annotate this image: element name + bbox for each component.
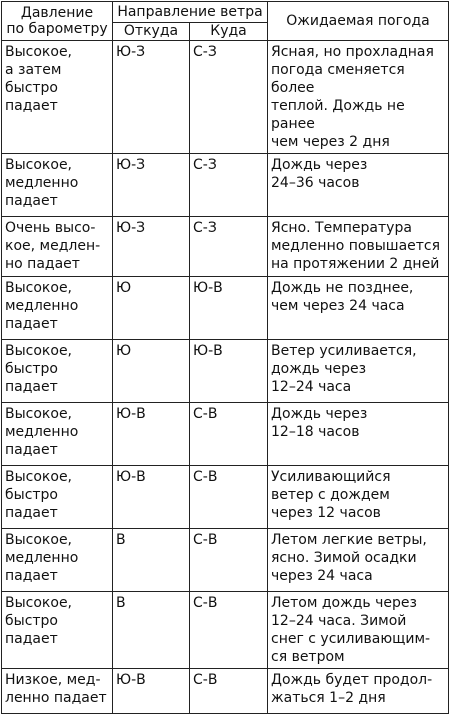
- cell-wind-from-text: Ю: [116, 280, 132, 296]
- cell-pressure-text: Высокое, медленно падает: [5, 532, 79, 584]
- table-row: [2, 466, 449, 529]
- cell-wind-from-text: Ю: [116, 343, 132, 359]
- cell-expected-weather-text: Ясно. Температура медленно повышается на протяжении 2 дней: [271, 220, 441, 272]
- cell-expected-weather-text: Дождь через 12–18 часов: [271, 406, 368, 440]
- cell-expected-weather-text: Дождь будет продол- жаться 1–2 дня: [271, 672, 433, 706]
- cell-wind-to: [190, 340, 268, 403]
- cell-pressure-text: Высокое, быстро падает: [5, 595, 73, 647]
- cell-wind-from-text: Ю-З: [116, 220, 146, 236]
- cell-pressure-text: Низкое, мед- ленно падает: [5, 672, 107, 706]
- cell-wind-from-text: Ю-В: [116, 469, 146, 485]
- cell-pressure-text: Высокое, а затем быстро падает: [5, 44, 73, 114]
- cell-wind-to: [190, 669, 268, 714]
- cell-wind-to-text: С-З: [193, 220, 217, 236]
- cell-wind-from: [113, 592, 190, 669]
- cell-wind-to-text: С-В: [193, 406, 218, 422]
- cell-wind-from-text: Ю-В: [116, 672, 146, 688]
- cell-pressure: [2, 154, 113, 217]
- cell-pressure: [2, 466, 113, 529]
- cell-wind-from: [113, 340, 190, 403]
- cell-wind-to-text: С-З: [193, 157, 217, 173]
- cell-expected-weather-text: Летом дождь через 12–24 часа. Зимой снег с усиливающим- ся ветром: [271, 595, 431, 665]
- cell-wind-to-text: С-В: [193, 532, 218, 548]
- cell-pressure: [2, 529, 113, 592]
- cell-expected-weather: [268, 217, 449, 277]
- cell-wind-from-text: Ю-З: [116, 44, 146, 60]
- cell-expected-weather-text: Летом легкие ветры, ясно. Зимой осадки через 24 часа: [271, 532, 427, 584]
- table-row: [2, 669, 449, 714]
- cell-wind-to: [190, 41, 268, 154]
- cell-wind-to-text: С-В: [193, 595, 218, 611]
- table-row: [2, 529, 449, 592]
- cell-wind-to: [190, 217, 268, 277]
- table-row: [2, 592, 449, 669]
- header-expected-weather: Ожидаемая погода: [268, 2, 449, 41]
- cell-pressure: [2, 217, 113, 277]
- cell-expected-weather-text: Ветер усиливается, дождь через 12–24 часа: [271, 343, 417, 395]
- cell-expected-weather-text: Дождь через 24–36 часов: [271, 157, 368, 191]
- cell-wind-to: [190, 529, 268, 592]
- cell-expected-weather: [268, 154, 449, 217]
- cell-pressure: [2, 41, 113, 154]
- cell-wind-from: [113, 669, 190, 714]
- cell-pressure-text: Высокое, быстро падает: [5, 469, 73, 521]
- table-header: [2, 2, 449, 41]
- cell-wind-to: [190, 403, 268, 466]
- cell-wind-to: [190, 154, 268, 217]
- cell-wind-to: [190, 277, 268, 340]
- cell-wind-from: [113, 529, 190, 592]
- cell-expected-weather: [268, 403, 449, 466]
- table-row: [2, 403, 449, 466]
- cell-expected-weather-text: Дождь не позднее, чем через 24 часа: [271, 280, 414, 314]
- cell-pressure-text: Высокое, медленно падает: [5, 406, 79, 458]
- cell-wind-from: [113, 154, 190, 217]
- cell-wind-to-text: С-В: [193, 672, 218, 688]
- header-wind-from: Откуда: [113, 23, 190, 41]
- table-row: [2, 277, 449, 340]
- cell-wind-to-text: Ю-В: [193, 280, 223, 296]
- cell-wind-to: [190, 592, 268, 669]
- cell-wind-from: [113, 41, 190, 154]
- cell-pressure: [2, 403, 113, 466]
- cell-expected-weather: [268, 41, 449, 154]
- cell-wind-from-text: В: [116, 595, 126, 611]
- cell-wind-from: [113, 403, 190, 466]
- cell-pressure: [2, 592, 113, 669]
- cell-expected-weather-text: Ясная, но прохладная погода сменяется более теплой. Дождь не ранее чем через 2 дня: [271, 44, 434, 150]
- header-wind-to: Куда: [190, 23, 268, 41]
- table-body: [2, 41, 449, 714]
- cell-wind-to-text: С-В: [193, 469, 218, 485]
- cell-expected-weather: [268, 592, 449, 669]
- cell-pressure: [2, 669, 113, 714]
- cell-expected-weather: [268, 669, 449, 714]
- cell-pressure-text: Очень высо- кое, медлен- но падает: [5, 220, 101, 272]
- header-pressure: Давление по барометру: [2, 2, 113, 41]
- cell-wind-from-text: В: [116, 532, 126, 548]
- cell-wind-from: [113, 217, 190, 277]
- cell-wind-to-text: Ю-В: [193, 343, 223, 359]
- cell-pressure: [2, 340, 113, 403]
- cell-expected-weather: [268, 466, 449, 529]
- cell-wind-from-text: Ю-З: [116, 157, 146, 173]
- cell-wind-from: [113, 466, 190, 529]
- cell-pressure-text: Высокое, медленно падает: [5, 157, 79, 209]
- weather-forecast-table: [1, 1, 449, 714]
- cell-wind-to-text: С-З: [193, 44, 217, 60]
- cell-wind-from: [113, 277, 190, 340]
- cell-expected-weather: [268, 529, 449, 592]
- table-row: [2, 41, 449, 154]
- table-row: [2, 217, 449, 277]
- cell-wind-from-text: Ю-В: [116, 406, 146, 422]
- cell-expected-weather: [268, 340, 449, 403]
- cell-wind-to: [190, 466, 268, 529]
- cell-pressure-text: Высокое, быстро падает: [5, 343, 73, 395]
- cell-expected-weather-text: Усиливающийся ветер с дождем через 12 часов: [271, 469, 391, 521]
- table-row: [2, 154, 449, 217]
- table-row: [2, 340, 449, 403]
- cell-expected-weather: [268, 277, 449, 340]
- cell-pressure: [2, 277, 113, 340]
- header-wind-direction: Направление ветра: [113, 2, 268, 23]
- cell-pressure-text: Высокое, медленно падает: [5, 280, 79, 332]
